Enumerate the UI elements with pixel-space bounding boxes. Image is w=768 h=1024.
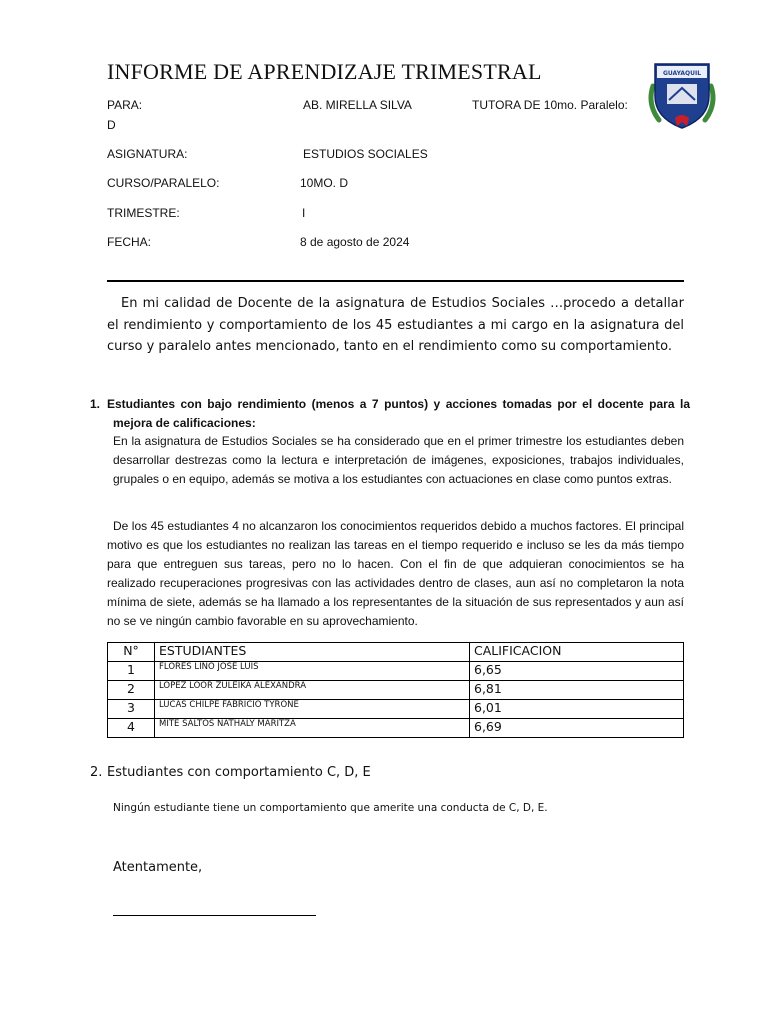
- para-role: TUTORA DE 10mo. Paralelo:: [472, 98, 628, 112]
- section1-paragraph2: De los 45 estudiantes 4 no alcanzaron los conocimientos requeridos debido a muchos factores. El principal motivo es que los estudiantes no realizan las tareas en el tiempo requerido e incluso se les da más tiempo para que entreguen sus tareas, pero no lo hacen. Con el fin de que adquieran conocimientos se ha realizado recuperaciones progresivas con las actividades dentro de clases, aun así no completaron la nota mínima de siete, además se ha llamado a los representantes de la situación de sus representados y aun así no se ve ningún cambio favorable en su aprovechamiento.: [107, 519, 684, 628]
- fecha-value: 8 de agosto de 2024: [300, 235, 410, 249]
- table-row: [108, 662, 684, 681]
- section1-paragraph1: En la asignatura de Estudios Sociales se ha considerado que en el primer trimestre los estudiantes deben desarrollar destrezas como la lectura e interpretación de imágenes, exposiciones, trabajos individuales, grupales o en equipo, además se motiva a los estudiantes con actuaciones en clase como puntos extras.: [113, 434, 684, 486]
- school-crest-icon: [645, 56, 719, 134]
- row-number: 4: [108, 719, 155, 738]
- table-row: [108, 681, 684, 700]
- curso-value: 10MO. D: [300, 176, 349, 190]
- para-value: AB. MIRELLA SILVA: [303, 98, 412, 112]
- row-number: 3: [108, 700, 155, 719]
- col-header-students: ESTUDIANTES: [155, 643, 470, 662]
- table-header-row: [108, 643, 684, 662]
- section2-number: 2.: [90, 765, 103, 780]
- student-grade: 6,65: [470, 662, 684, 681]
- student-name: LUCAS CHILPE FABRICIO TYRONE: [155, 700, 470, 719]
- row-number: 1: [108, 662, 155, 681]
- student-name: LOPEZ LOOR ZULEIKA ALEXANDRA: [155, 681, 470, 700]
- table-row: [108, 719, 684, 738]
- student-name: FLORES LINO JOSE LUIS: [155, 662, 470, 681]
- page-title: INFORME DE APRENDIZAJE TRIMESTRAL: [107, 59, 542, 84]
- student-grade: 6,69: [470, 719, 684, 738]
- table-row: [108, 700, 684, 719]
- signature-line: [113, 915, 316, 916]
- col-header-grade: CALIFICACION: [470, 643, 684, 662]
- trimestre-label: TRIMESTRE:: [107, 206, 180, 220]
- header-rule: [107, 280, 684, 282]
- intro-paragraph: En mi calidad de Docente de la asignatura de Estudios Sociales …procedo a detallar el rendimiento y comportamiento de los 45 estudiantes a mi cargo en la asignatura del curso y paralelo antes mencionado, tanto en el rendimiento como su comportamiento.: [107, 296, 684, 354]
- row-number: 2: [108, 681, 155, 700]
- trimestre-value: I: [302, 206, 306, 220]
- closing-text: Atentamente,: [113, 860, 203, 875]
- curso-label: CURSO/PARALELO:: [107, 176, 220, 190]
- section2-heading: Estudiantes con comportamiento C, D, E: [107, 765, 371, 780]
- student-grade: 6,81: [470, 681, 684, 700]
- section1-number: 1.: [90, 397, 101, 411]
- svg-text:GUAYAQUIL: GUAYAQUIL: [662, 70, 702, 77]
- para-label: PARA:: [107, 98, 143, 112]
- para-paralelo: D: [107, 118, 116, 132]
- col-header-number: N°: [108, 643, 155, 662]
- section2-text: Ningún estudiante tiene un comportamiento que amerite una conducta de C, D, E.: [113, 802, 548, 814]
- student-grade: 6,01: [470, 700, 684, 719]
- students-table: [107, 642, 684, 738]
- section1-heading: Estudiantes con bajo rendimiento (menos a 7 puntos) y acciones tomadas por el docente para la mejora de calificaciones:: [107, 397, 690, 430]
- asignatura-label: ASIGNATURA:: [107, 147, 188, 161]
- student-name: MITE SALTOS NATHALY MARITZA: [155, 719, 470, 738]
- fecha-label: FECHA:: [107, 235, 152, 249]
- asignatura-value: ESTUDIOS SOCIALES: [303, 147, 428, 161]
